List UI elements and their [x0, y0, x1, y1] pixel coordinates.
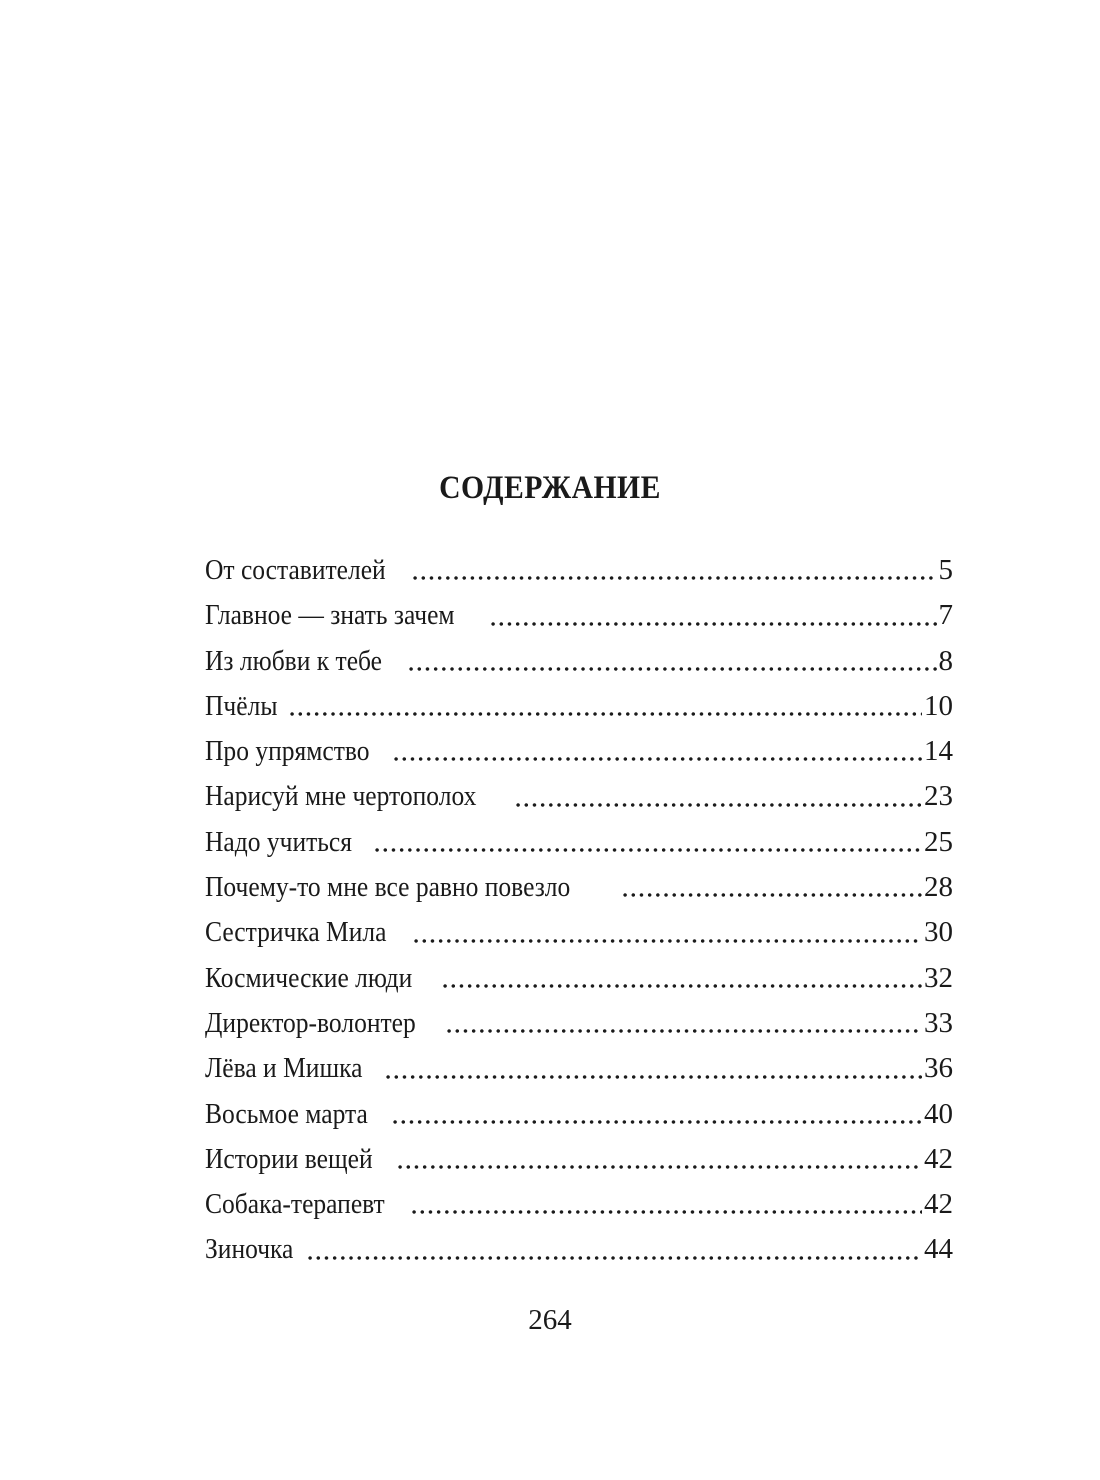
- toc-entry-title: Восьмое марта: [205, 1097, 368, 1130]
- toc-entry-page: 32: [924, 961, 953, 994]
- toc-entry-page: 8: [938, 644, 953, 677]
- toc-entry: [205, 865, 953, 910]
- toc-entry-title: Лёва и Мишка: [205, 1052, 363, 1085]
- toc-entry-title: Нарисуй мне чертополох: [205, 780, 477, 813]
- dot-leader: [407, 666, 937, 672]
- toc-entry-title: Истории вещей: [205, 1142, 373, 1175]
- toc-entry-title: Собака-терапевт: [205, 1188, 385, 1221]
- toc-entry-title: От составителей: [205, 554, 386, 586]
- dot-leader: [489, 621, 936, 627]
- toc-entry: [205, 1001, 953, 1046]
- dot-leader: [411, 575, 937, 581]
- toc-entry: [205, 1227, 953, 1272]
- toc-entry-page: 7: [938, 599, 953, 632]
- dot-leader: [396, 1164, 922, 1170]
- dot-leader: [445, 1028, 922, 1034]
- toc-entry-title: Надо учиться: [205, 825, 353, 858]
- table-of-contents: [205, 548, 953, 1273]
- toc-entry: [205, 1182, 953, 1227]
- toc-entry-page: 40: [924, 1097, 953, 1130]
- toc-entry-page: 25: [924, 825, 953, 858]
- toc-entry: [205, 1092, 953, 1137]
- dot-leader: [391, 1119, 922, 1125]
- dot-leader: [392, 756, 922, 762]
- toc-entry: [205, 593, 953, 638]
- dot-leader: [288, 711, 922, 717]
- toc-entry-title: Из любви к тебе: [205, 644, 383, 677]
- dot-leader: [621, 892, 922, 898]
- toc-entry: [205, 956, 953, 1001]
- toc-entry: [205, 1046, 953, 1091]
- toc-entry: [205, 729, 953, 774]
- toc-entry-title: Про упрямство: [205, 735, 370, 768]
- toc-entry: [205, 820, 953, 865]
- toc-entry-page: 42: [924, 1142, 953, 1175]
- page-number: 264: [528, 1304, 572, 1336]
- dot-leader: [306, 1255, 922, 1261]
- dot-leader: [514, 802, 922, 808]
- page-title: СОДЕРЖАНИЕ: [439, 470, 661, 507]
- toc-entry: [205, 639, 953, 684]
- toc-entry-page: 14: [924, 735, 953, 768]
- toc-entry: [205, 774, 953, 819]
- toc-entry-page: 42: [924, 1188, 953, 1221]
- dot-leader: [373, 847, 922, 853]
- toc-entry-title: Космические люди: [205, 961, 413, 994]
- toc-entry-title: Сестричка Мила: [205, 916, 387, 949]
- toc-entry-page: 30: [924, 916, 953, 949]
- toc-entry-title: Пчёлы: [205, 689, 278, 722]
- toc-entry-title: Директор-волонтер: [205, 1006, 416, 1039]
- toc-entry-page: 36: [924, 1052, 953, 1085]
- toc-entry-title: Почему-то мне все равно повезло: [205, 871, 571, 904]
- toc-entry-page: 10: [924, 689, 953, 722]
- toc-entry: [205, 910, 953, 955]
- toc-entry-title: Зиночка: [205, 1233, 294, 1266]
- toc-entry-page: 28: [924, 871, 953, 904]
- dot-leader: [412, 938, 922, 944]
- toc-entry-page: 33: [924, 1006, 953, 1039]
- toc-entry-page: 44: [924, 1233, 953, 1266]
- dot-leader: [410, 1209, 922, 1215]
- toc-entry-title: Главное — знать зачем: [205, 599, 455, 632]
- toc-entry-page: 5: [938, 554, 953, 586]
- dot-leader: [441, 983, 922, 989]
- toc-entry-page: 23: [924, 780, 953, 813]
- dot-leader: [384, 1074, 922, 1080]
- toc-entry: [205, 1137, 953, 1182]
- toc-entry: [205, 684, 953, 729]
- toc-entry: [205, 548, 953, 593]
